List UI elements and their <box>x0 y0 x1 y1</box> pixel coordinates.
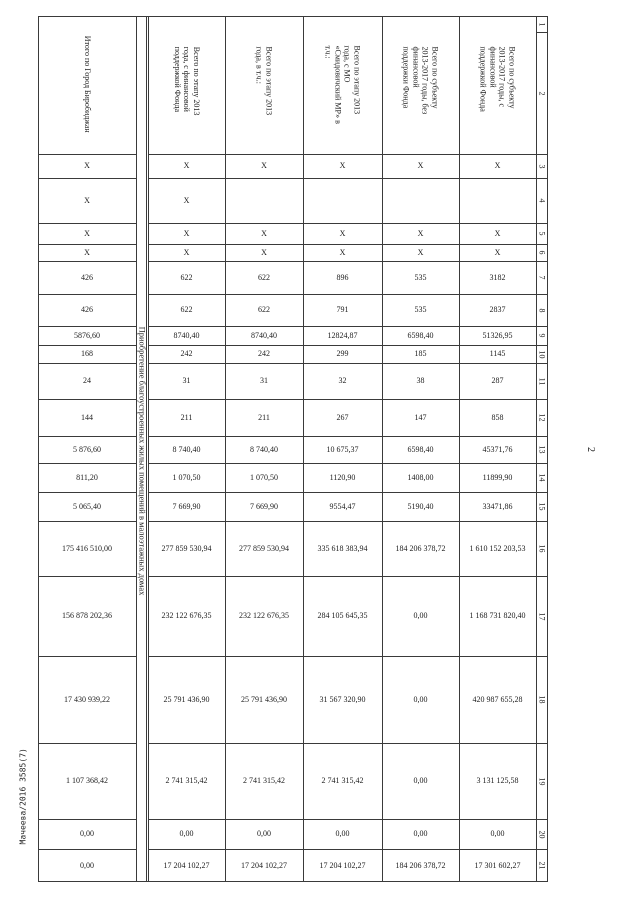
column-number <box>536 345 548 363</box>
column-number <box>536 492 548 521</box>
table-cell: 2 741 315,42 <box>321 776 364 785</box>
table-cell: 0,00 <box>413 829 428 838</box>
table-cell: 31 567 320,90 <box>319 694 366 704</box>
row-label <box>459 16 536 154</box>
table-cell <box>225 178 303 223</box>
table-cell: X <box>84 161 90 170</box>
table-cell: 12824,87 <box>327 330 358 340</box>
table-cell: 232 122 676,35 <box>161 611 212 620</box>
table-cell: 1120,90 <box>329 472 356 482</box>
table-cell: 0,00 <box>490 829 505 838</box>
column-number <box>536 656 548 743</box>
table-cell: 622 <box>258 305 270 314</box>
table-cell: X <box>84 195 90 205</box>
table-cell: 242 <box>180 349 193 358</box>
column-number-text: 19 <box>537 777 547 785</box>
table-cell: 426 <box>81 272 93 282</box>
table-cell: 420 987 655,28 <box>472 694 523 704</box>
column-number <box>536 463 548 492</box>
table-cell: 184 206 378,72 <box>395 860 446 870</box>
table-cell: 33471,86 <box>482 501 513 511</box>
column-number <box>536 178 548 223</box>
table-cell: 17 301 602,27 <box>474 860 521 870</box>
column-number-text: 15 <box>537 502 547 511</box>
document-signature: Мачеева/2016 3585(7) <box>18 748 28 845</box>
row-label-text: Всего по субъекту 2013-2017 годы, с финансовой поддержкой Фонда <box>479 46 517 112</box>
table-cell: 1 070,50 <box>172 472 201 482</box>
table-cell: 622 <box>258 272 270 282</box>
table-cell: 0,00 <box>335 829 350 838</box>
column-number-text: 2 <box>537 91 547 95</box>
column-number-text: 18 <box>537 695 547 704</box>
column-number-text: 7 <box>537 275 547 280</box>
table-cell: 175 416 510,00 <box>62 543 112 553</box>
table-cell: 622 <box>180 305 193 314</box>
table-cell: 8740,40 <box>251 330 277 340</box>
table-cell: 858 <box>491 412 504 422</box>
table-cell: 1 610 152 203,53 <box>469 543 526 553</box>
table-cell: 25 791 436,90 <box>163 694 210 704</box>
table-cell: 622 <box>180 272 193 282</box>
table-cell: 0,00 <box>413 776 428 785</box>
row-label-text: Всего по субъекту 2013-2017 годы, без финансовой поддержки Фонда <box>402 46 440 115</box>
table-cell: 6598,40 <box>407 444 434 454</box>
table-cell: 6598,40 <box>407 330 434 340</box>
data-table <box>38 16 548 882</box>
column-number <box>536 261 548 294</box>
table-cell: 17 204 102,27 <box>241 860 287 870</box>
column-number <box>536 223 548 244</box>
table-cell <box>303 178 382 223</box>
table-cell: 7 669,90 <box>250 501 278 511</box>
table-cell: 5876,60 <box>74 330 100 340</box>
table-cell: X <box>183 247 190 257</box>
table-cell: 0,00 <box>413 611 428 620</box>
table-cell: 1 168 731 820,40 <box>469 611 526 620</box>
table-cell: 2837 <box>489 305 506 314</box>
table-cell: 31 <box>260 376 268 385</box>
table-cell: 45371,76 <box>482 444 513 454</box>
column-number <box>536 436 548 463</box>
column-number-text: 16 <box>537 544 547 553</box>
table-cell: 3 131 125,58 <box>476 776 519 785</box>
table-cell: X <box>84 228 90 238</box>
table-cell: X <box>339 228 346 238</box>
table-cell: 31 <box>182 376 191 385</box>
column-number-text: 20 <box>537 830 547 838</box>
table-cell: X <box>183 228 190 238</box>
table-cell: 144 <box>81 412 93 422</box>
table-cell: 1408,00 <box>407 472 434 482</box>
section-label-text: Приобретение благоустроенных жилых помещений в малоэтажных домах <box>137 326 147 596</box>
table-cell: X <box>494 161 501 170</box>
table-cell: X <box>183 161 190 170</box>
table-cell: X <box>494 228 501 238</box>
column-number <box>536 326 548 345</box>
column-number-text: 11 <box>537 377 547 385</box>
table-cell: 791 <box>336 305 349 314</box>
table-cell: 7 669,90 <box>172 501 201 511</box>
table-cell: 38 <box>416 376 425 385</box>
table-cell: 426 <box>81 305 93 314</box>
table-horizontal-rule <box>136 881 148 882</box>
column-number-text: 6 <box>537 250 547 255</box>
table-cell: 3182 <box>489 272 506 282</box>
table-cell: 277 859 530,94 <box>161 543 212 553</box>
table-cell: 51326,95 <box>482 330 513 340</box>
row-label-text: Всего по этапу 2013 года, в т.ч.: <box>255 46 274 115</box>
column-number-text: 1 <box>537 22 547 26</box>
row-label <box>148 16 225 154</box>
table-cell: 277 859 530,94 <box>239 543 289 553</box>
table-cell: 5190,40 <box>407 501 434 511</box>
table-cell: 9554,47 <box>329 501 356 511</box>
column-number <box>536 849 548 882</box>
table-cell: X <box>339 247 346 257</box>
table-cell: X <box>261 161 267 170</box>
table-cell: 1 070,50 <box>250 472 278 482</box>
table-cell: 8740,40 <box>173 330 200 340</box>
table-cell: X <box>417 228 424 238</box>
row-label <box>38 16 136 154</box>
table-cell: 535 <box>414 272 427 282</box>
table-horizontal-rule <box>136 16 148 17</box>
table-cell: 1145 <box>489 349 506 358</box>
table-cell: 287 <box>491 376 504 385</box>
row-label <box>382 16 459 154</box>
table-cell: 0,00 <box>179 829 194 838</box>
table-cell: 8 740,40 <box>250 444 278 454</box>
column-number-text: 10 <box>537 350 547 358</box>
table-cell: 2 741 315,42 <box>243 776 285 785</box>
column-number <box>536 244 548 261</box>
table-cell: X <box>261 247 267 257</box>
table-cell: X <box>183 195 190 205</box>
table-cell: 299 <box>336 349 349 358</box>
column-number-text: 12 <box>537 413 547 422</box>
column-number <box>536 576 548 656</box>
table-cell: 896 <box>336 272 349 282</box>
table-cell: 211 <box>180 412 193 422</box>
table-cell: X <box>84 247 90 257</box>
table-cell: X <box>494 247 501 257</box>
table-cell: 156 878 202,36 <box>62 611 112 620</box>
row-label <box>303 16 382 154</box>
column-number-text: 5 <box>537 231 547 236</box>
table-cell: 284 105 645,35 <box>317 611 368 620</box>
table-cell: 11899,90 <box>482 472 513 482</box>
row-label-text: Итого по Город Биробиджан <box>82 36 92 133</box>
table-cell: 32 <box>338 376 347 385</box>
column-number <box>536 294 548 326</box>
table-cell: 0,00 <box>257 829 271 838</box>
column-number-text: 13 <box>537 445 547 454</box>
row-label-text: Всего по этапу 2013 года, с финансовой поддержкой Фонда <box>172 46 201 116</box>
table-cell: 184 206 378,72 <box>395 543 446 553</box>
table-cell: 335 618 383,94 <box>317 543 368 553</box>
row-label <box>225 16 303 154</box>
table-cell: 5 876,60 <box>73 444 101 454</box>
table-cell: 211 <box>258 412 270 422</box>
table-cell <box>382 178 459 223</box>
column-number-text: 17 <box>537 612 547 620</box>
row-label-text: Всего по этапу 2013 года, с МО «Смидовичский МР» в т.ч.: <box>324 45 362 124</box>
column-number-text: 4 <box>537 198 547 203</box>
column-number-text: 14 <box>537 473 547 482</box>
table-cell: 0,00 <box>80 860 94 870</box>
table-cell: 8 740,40 <box>172 444 201 454</box>
column-number <box>536 32 548 154</box>
table-cell: 242 <box>258 349 270 358</box>
column-number-text: 21 <box>537 861 547 870</box>
table-cell: 1 107 368,42 <box>66 776 108 785</box>
table-cell: 168 <box>81 349 93 358</box>
column-number <box>536 819 548 849</box>
table-cell: 24 <box>83 376 91 385</box>
table-cell: 0,00 <box>80 829 94 838</box>
table-cell: X <box>339 161 346 170</box>
table-cell: X <box>417 161 424 170</box>
table-cell: 0,00 <box>413 694 428 704</box>
table-cell: 10 675,37 <box>326 444 359 454</box>
column-number <box>536 154 548 178</box>
column-number <box>536 743 548 819</box>
table-cell: 267 <box>336 412 349 422</box>
page-number: 2 <box>585 447 596 452</box>
column-number-text: 9 <box>537 333 547 338</box>
column-number <box>536 521 548 576</box>
column-number <box>536 16 548 32</box>
table-cell: 25 791 436,90 <box>241 694 287 704</box>
table-cell: 2 741 315,42 <box>165 776 208 785</box>
table-cell: 17 430 939,22 <box>64 694 110 704</box>
column-number-text: 8 <box>537 308 547 312</box>
table-cell: 17 204 102,27 <box>163 860 210 870</box>
table-cell: X <box>417 247 424 257</box>
table-cell: 535 <box>414 305 427 314</box>
section-label <box>136 316 148 606</box>
column-number <box>536 399 548 436</box>
table-cell: X <box>261 228 267 238</box>
table-cell <box>459 178 536 223</box>
column-number <box>536 363 548 399</box>
table-cell: 5 065,40 <box>73 501 101 511</box>
table-cell: 17 204 102,27 <box>319 860 366 870</box>
table-cell: 185 <box>414 349 427 358</box>
table-cell: 147 <box>414 412 427 422</box>
table-cell: 232 122 676,35 <box>239 611 289 620</box>
table-cell: 811,20 <box>76 472 98 482</box>
column-number-text: 3 <box>537 164 547 168</box>
